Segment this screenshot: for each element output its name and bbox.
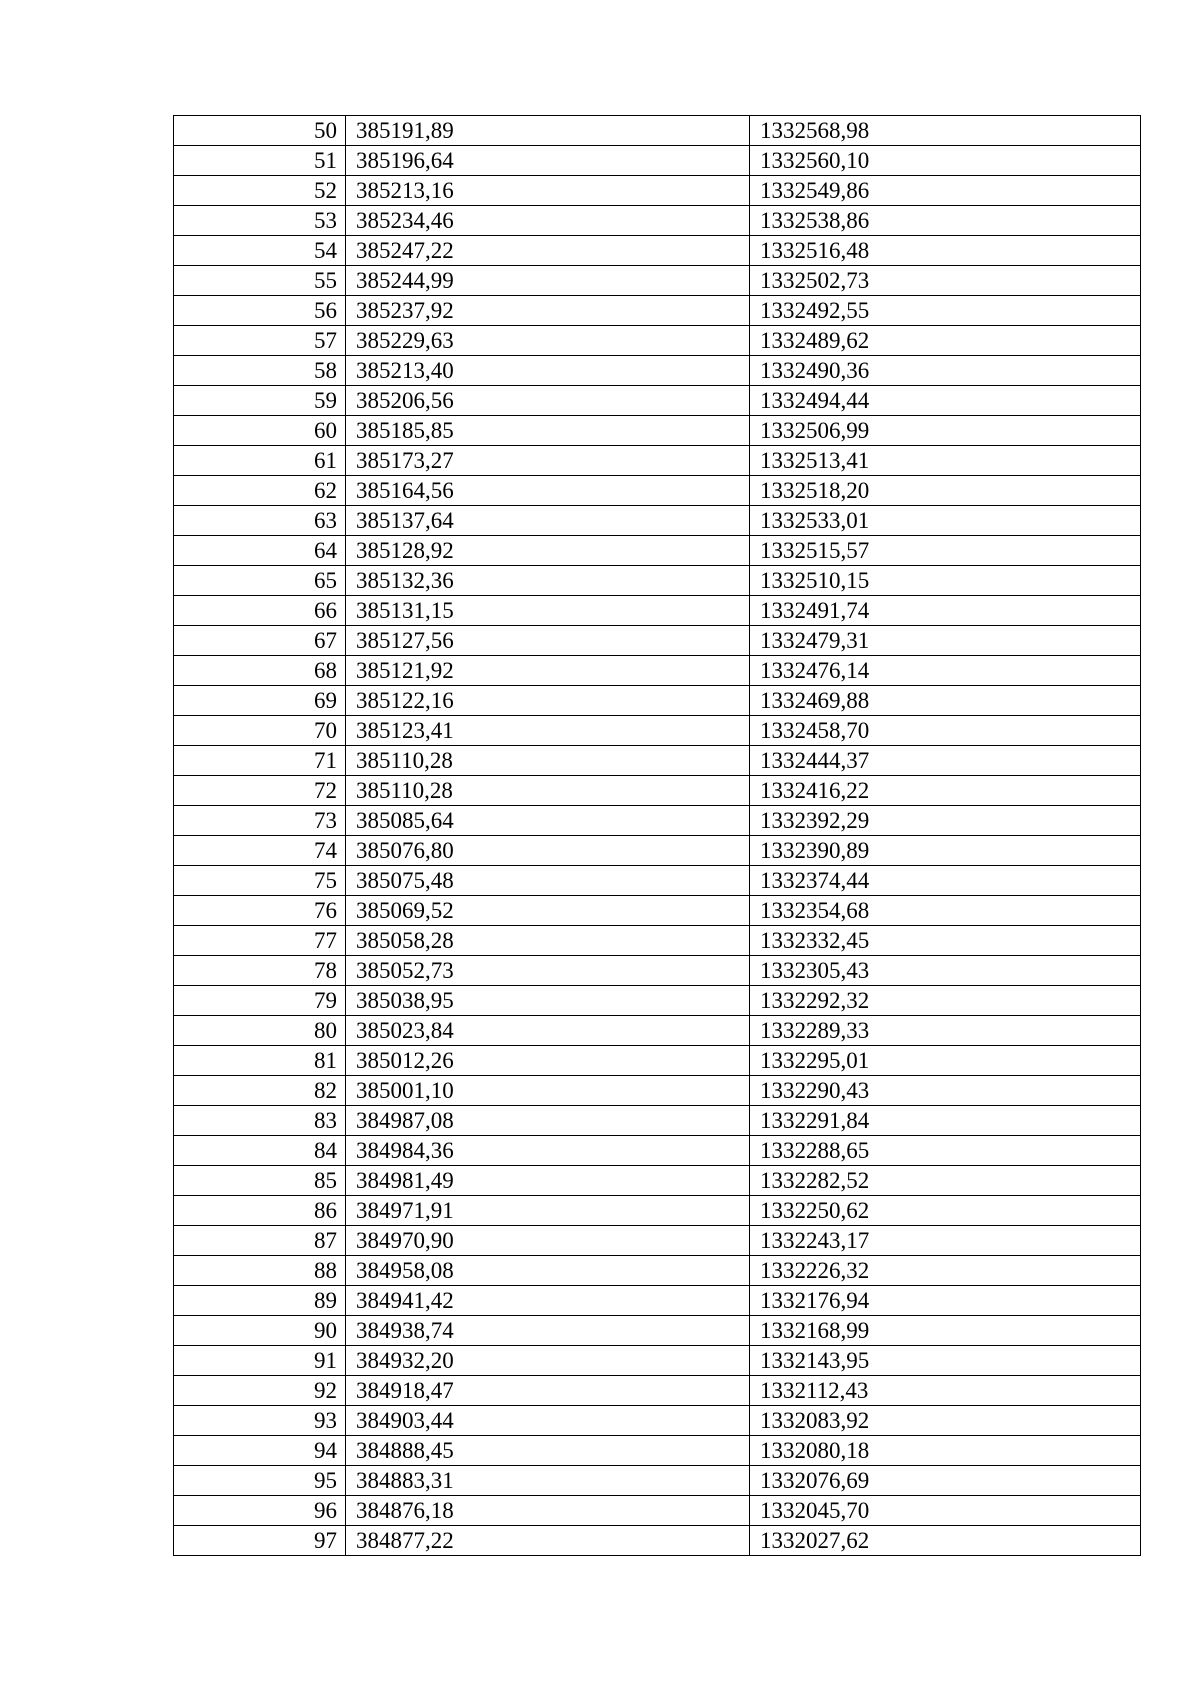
y-coordinate-cell: 1332392,29 — [750, 806, 1141, 836]
point-number-cell: 59 — [174, 386, 346, 416]
y-coordinate-cell: 1332143,95 — [750, 1346, 1141, 1376]
point-number-cell: 61 — [174, 446, 346, 476]
table-row — [174, 1346, 1141, 1376]
x-coordinate-cell: 385132,36 — [346, 566, 750, 596]
table-row — [174, 956, 1141, 986]
table-row — [174, 416, 1141, 446]
point-number-cell: 78 — [174, 956, 346, 986]
point-number-cell: 84 — [174, 1136, 346, 1166]
point-number-cell: 92 — [174, 1376, 346, 1406]
x-coordinate-cell: 385185,85 — [346, 416, 750, 446]
table-row — [174, 716, 1141, 746]
point-number-cell: 65 — [174, 566, 346, 596]
y-coordinate-cell: 1332112,43 — [750, 1376, 1141, 1406]
y-coordinate-cell: 1332080,18 — [750, 1436, 1141, 1466]
y-coordinate-cell: 1332295,01 — [750, 1046, 1141, 1076]
table-row — [174, 506, 1141, 536]
x-coordinate-cell: 384987,08 — [346, 1106, 750, 1136]
y-coordinate-cell: 1332568,98 — [750, 116, 1141, 146]
point-number-cell: 51 — [174, 146, 346, 176]
table-row — [174, 896, 1141, 926]
table-row — [174, 446, 1141, 476]
coordinates-table — [173, 115, 1141, 1556]
y-coordinate-cell: 1332469,88 — [750, 686, 1141, 716]
y-coordinate-cell: 1332250,62 — [750, 1196, 1141, 1226]
table-row — [174, 266, 1141, 296]
x-coordinate-cell: 385131,15 — [346, 596, 750, 626]
x-coordinate-cell: 384958,08 — [346, 1256, 750, 1286]
y-coordinate-cell: 1332476,14 — [750, 656, 1141, 686]
x-coordinate-cell: 385213,16 — [346, 176, 750, 206]
point-number-cell: 68 — [174, 656, 346, 686]
y-coordinate-cell: 1332538,86 — [750, 206, 1141, 236]
point-number-cell: 96 — [174, 1496, 346, 1526]
table-row — [174, 1436, 1141, 1466]
point-number-cell: 70 — [174, 716, 346, 746]
point-number-cell: 87 — [174, 1226, 346, 1256]
table-row — [174, 296, 1141, 326]
point-number-cell: 85 — [174, 1166, 346, 1196]
x-coordinate-cell: 385229,63 — [346, 326, 750, 356]
x-coordinate-cell: 385075,48 — [346, 866, 750, 896]
x-coordinate-cell: 385206,56 — [346, 386, 750, 416]
table-row — [174, 686, 1141, 716]
point-number-cell: 56 — [174, 296, 346, 326]
table-row — [174, 1016, 1141, 1046]
y-coordinate-cell: 1332289,33 — [750, 1016, 1141, 1046]
point-number-cell: 89 — [174, 1286, 346, 1316]
x-coordinate-cell: 385001,10 — [346, 1076, 750, 1106]
y-coordinate-cell: 1332390,89 — [750, 836, 1141, 866]
table-row — [174, 116, 1141, 146]
x-coordinate-cell: 385127,56 — [346, 626, 750, 656]
y-coordinate-cell: 1332226,32 — [750, 1256, 1141, 1286]
table-row — [174, 1316, 1141, 1346]
table-row — [174, 836, 1141, 866]
y-coordinate-cell: 1332533,01 — [750, 506, 1141, 536]
table-row — [174, 1136, 1141, 1166]
point-number-cell: 79 — [174, 986, 346, 1016]
y-coordinate-cell: 1332560,10 — [750, 146, 1141, 176]
x-coordinate-cell: 385123,41 — [346, 716, 750, 746]
table-row — [174, 1376, 1141, 1406]
table-row — [174, 1046, 1141, 1076]
y-coordinate-cell: 1332292,32 — [750, 986, 1141, 1016]
table-row — [174, 986, 1141, 1016]
table-row — [174, 746, 1141, 776]
point-number-cell: 55 — [174, 266, 346, 296]
y-coordinate-cell: 1332027,62 — [750, 1526, 1141, 1556]
x-coordinate-cell: 384903,44 — [346, 1406, 750, 1436]
point-number-cell: 86 — [174, 1196, 346, 1226]
point-number-cell: 57 — [174, 326, 346, 356]
x-coordinate-cell: 384883,31 — [346, 1466, 750, 1496]
table-row — [174, 326, 1141, 356]
y-coordinate-cell: 1332176,94 — [750, 1286, 1141, 1316]
table-row — [174, 536, 1141, 566]
y-coordinate-cell: 1332549,86 — [750, 176, 1141, 206]
table-row — [174, 1256, 1141, 1286]
x-coordinate-cell: 385058,28 — [346, 926, 750, 956]
point-number-cell: 81 — [174, 1046, 346, 1076]
table-row — [174, 1106, 1141, 1136]
y-coordinate-cell: 1332305,43 — [750, 956, 1141, 986]
x-coordinate-cell: 385213,40 — [346, 356, 750, 386]
y-coordinate-cell: 1332492,55 — [750, 296, 1141, 326]
table-row — [174, 1076, 1141, 1106]
y-coordinate-cell: 1332515,57 — [750, 536, 1141, 566]
y-coordinate-cell: 1332083,92 — [750, 1406, 1141, 1436]
point-number-cell: 77 — [174, 926, 346, 956]
point-number-cell: 73 — [174, 806, 346, 836]
y-coordinate-cell: 1332510,15 — [750, 566, 1141, 596]
x-coordinate-cell: 385247,22 — [346, 236, 750, 266]
point-number-cell: 93 — [174, 1406, 346, 1436]
x-coordinate-cell: 385110,28 — [346, 776, 750, 806]
x-coordinate-cell: 385128,92 — [346, 536, 750, 566]
x-coordinate-cell: 385012,26 — [346, 1046, 750, 1076]
table-row — [174, 146, 1141, 176]
y-coordinate-cell: 1332516,48 — [750, 236, 1141, 266]
point-number-cell: 72 — [174, 776, 346, 806]
point-number-cell: 91 — [174, 1346, 346, 1376]
point-number-cell: 97 — [174, 1526, 346, 1556]
x-coordinate-cell: 385196,64 — [346, 146, 750, 176]
point-number-cell: 50 — [174, 116, 346, 146]
x-coordinate-cell: 385121,92 — [346, 656, 750, 686]
x-coordinate-cell: 384971,91 — [346, 1196, 750, 1226]
x-coordinate-cell: 384970,90 — [346, 1226, 750, 1256]
y-coordinate-cell: 1332282,52 — [750, 1166, 1141, 1196]
table-row — [174, 1226, 1141, 1256]
point-number-cell: 62 — [174, 476, 346, 506]
point-number-cell: 74 — [174, 836, 346, 866]
point-number-cell: 82 — [174, 1076, 346, 1106]
point-number-cell: 95 — [174, 1466, 346, 1496]
table-row — [174, 776, 1141, 806]
point-number-cell: 69 — [174, 686, 346, 716]
y-coordinate-cell: 1332491,74 — [750, 596, 1141, 626]
y-coordinate-cell: 1332243,17 — [750, 1226, 1141, 1256]
y-coordinate-cell: 1332506,99 — [750, 416, 1141, 446]
x-coordinate-cell: 385069,52 — [346, 896, 750, 926]
table-row — [174, 1406, 1141, 1436]
x-coordinate-cell: 384932,20 — [346, 1346, 750, 1376]
point-number-cell: 94 — [174, 1436, 346, 1466]
point-number-cell: 71 — [174, 746, 346, 776]
y-coordinate-cell: 1332354,68 — [750, 896, 1141, 926]
point-number-cell: 58 — [174, 356, 346, 386]
point-number-cell: 54 — [174, 236, 346, 266]
point-number-cell: 66 — [174, 596, 346, 626]
table-row — [174, 1196, 1141, 1226]
point-number-cell: 83 — [174, 1106, 346, 1136]
x-coordinate-cell: 384918,47 — [346, 1376, 750, 1406]
x-coordinate-cell: 384984,36 — [346, 1136, 750, 1166]
x-coordinate-cell: 385234,46 — [346, 206, 750, 236]
table-row — [174, 236, 1141, 266]
table-row — [174, 806, 1141, 836]
x-coordinate-cell: 384981,49 — [346, 1166, 750, 1196]
x-coordinate-cell: 385038,95 — [346, 986, 750, 1016]
y-coordinate-cell: 1332489,62 — [750, 326, 1141, 356]
x-coordinate-cell: 385085,64 — [346, 806, 750, 836]
x-coordinate-cell: 385237,92 — [346, 296, 750, 326]
x-coordinate-cell: 385023,84 — [346, 1016, 750, 1046]
y-coordinate-cell: 1332076,69 — [750, 1466, 1141, 1496]
table-row — [174, 356, 1141, 386]
y-coordinate-cell: 1332045,70 — [750, 1496, 1141, 1526]
x-coordinate-cell: 384938,74 — [346, 1316, 750, 1346]
y-coordinate-cell: 1332513,41 — [750, 446, 1141, 476]
table-row — [174, 926, 1141, 956]
table-row — [174, 1526, 1141, 1556]
point-number-cell: 64 — [174, 536, 346, 566]
point-number-cell: 75 — [174, 866, 346, 896]
table-row — [174, 1496, 1141, 1526]
x-coordinate-cell: 385244,99 — [346, 266, 750, 296]
x-coordinate-cell: 385173,27 — [346, 446, 750, 476]
table-row — [174, 476, 1141, 506]
point-number-cell: 67 — [174, 626, 346, 656]
table-row — [174, 1286, 1141, 1316]
table-row — [174, 176, 1141, 206]
table-row — [174, 596, 1141, 626]
point-number-cell: 52 — [174, 176, 346, 206]
table-row — [174, 866, 1141, 896]
point-number-cell: 76 — [174, 896, 346, 926]
point-number-cell: 60 — [174, 416, 346, 446]
x-coordinate-cell: 385137,64 — [346, 506, 750, 536]
x-coordinate-cell: 384941,42 — [346, 1286, 750, 1316]
table-row — [174, 566, 1141, 596]
point-number-cell: 63 — [174, 506, 346, 536]
y-coordinate-cell: 1332502,73 — [750, 266, 1141, 296]
x-coordinate-cell: 384888,45 — [346, 1436, 750, 1466]
table-row — [174, 626, 1141, 656]
table-row — [174, 656, 1141, 686]
x-coordinate-cell: 385076,80 — [346, 836, 750, 866]
point-number-cell: 88 — [174, 1256, 346, 1286]
y-coordinate-cell: 1332518,20 — [750, 476, 1141, 506]
coordinates-table-body — [174, 116, 1141, 1556]
y-coordinate-cell: 1332290,43 — [750, 1076, 1141, 1106]
point-number-cell: 90 — [174, 1316, 346, 1346]
y-coordinate-cell: 1332332,45 — [750, 926, 1141, 956]
table-row — [174, 386, 1141, 416]
y-coordinate-cell: 1332291,84 — [750, 1106, 1141, 1136]
x-coordinate-cell: 385110,28 — [346, 746, 750, 776]
y-coordinate-cell: 1332490,36 — [750, 356, 1141, 386]
x-coordinate-cell: 385191,89 — [346, 116, 750, 146]
table-row — [174, 1466, 1141, 1496]
y-coordinate-cell: 1332288,65 — [750, 1136, 1141, 1166]
x-coordinate-cell: 385052,73 — [346, 956, 750, 986]
y-coordinate-cell: 1332416,22 — [750, 776, 1141, 806]
point-number-cell: 53 — [174, 206, 346, 236]
y-coordinate-cell: 1332374,44 — [750, 866, 1141, 896]
table-row — [174, 206, 1141, 236]
x-coordinate-cell: 384877,22 — [346, 1526, 750, 1556]
table-row — [174, 1166, 1141, 1196]
y-coordinate-cell: 1332458,70 — [750, 716, 1141, 746]
x-coordinate-cell: 385122,16 — [346, 686, 750, 716]
x-coordinate-cell: 385164,56 — [346, 476, 750, 506]
point-number-cell: 80 — [174, 1016, 346, 1046]
y-coordinate-cell: 1332168,99 — [750, 1316, 1141, 1346]
y-coordinate-cell: 1332444,37 — [750, 746, 1141, 776]
y-coordinate-cell: 1332494,44 — [750, 386, 1141, 416]
y-coordinate-cell: 1332479,31 — [750, 626, 1141, 656]
x-coordinate-cell: 384876,18 — [346, 1496, 750, 1526]
